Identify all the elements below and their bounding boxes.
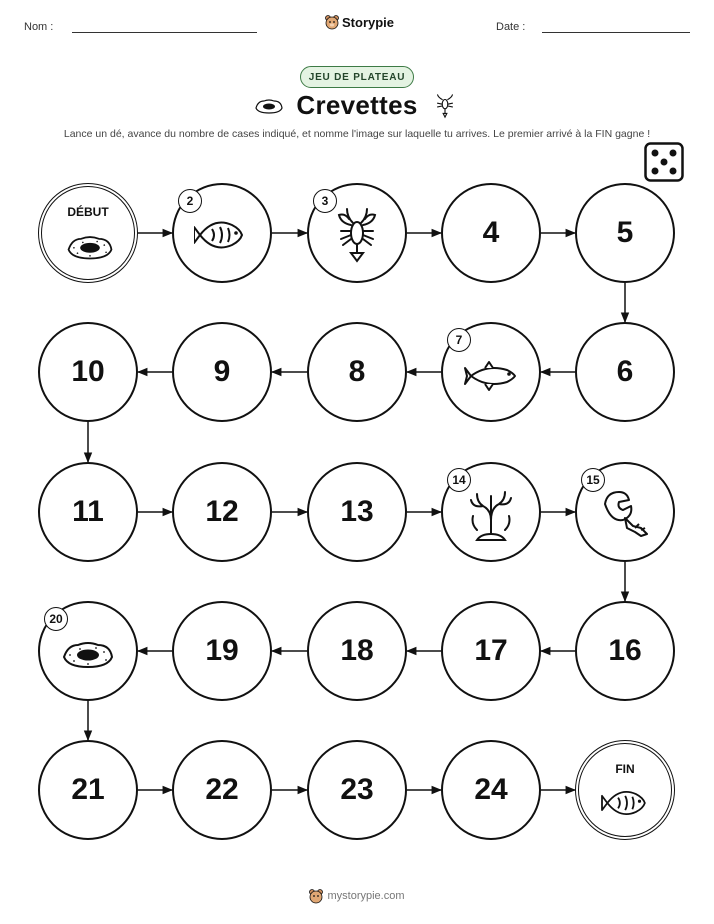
page-title: Crevettes (296, 90, 418, 120)
board-cell (307, 740, 407, 840)
board-cell (307, 322, 407, 422)
cell-number: 4 (482, 216, 500, 249)
board-cell (38, 462, 138, 562)
board-cell (307, 601, 407, 701)
cell-number-tag: 15 (581, 468, 605, 492)
cell-number: 19 (205, 634, 239, 667)
footer (0, 888, 714, 904)
cell-number: 6 (616, 355, 634, 388)
board-cell (172, 322, 272, 422)
board-cell (441, 322, 541, 422)
coral-icon (463, 486, 519, 542)
board-cell (307, 183, 407, 283)
bear-icon (309, 888, 323, 904)
cell-number-tag: 3 (313, 189, 337, 213)
brand-name: Storypie (342, 14, 395, 30)
start-cell (38, 183, 138, 283)
board-cell (441, 601, 541, 701)
board-cell (307, 462, 407, 562)
cell-number: 17 (474, 634, 508, 667)
name-label: Nom : (24, 21, 54, 33)
cell-number: 12 (205, 495, 239, 528)
board-cell (38, 740, 138, 840)
cell-caption: FIN (615, 762, 635, 776)
board-cell (575, 601, 675, 701)
board-cell (575, 183, 675, 283)
cell-number: 23 (340, 773, 374, 806)
cell-number: 10 (71, 355, 105, 388)
nest-icon (60, 221, 120, 271)
board-cell (38, 322, 138, 422)
finish-cell (575, 740, 675, 840)
cell-number: 8 (348, 355, 366, 388)
cell-caption: DÉBUT (67, 205, 109, 219)
board-cell (575, 322, 675, 422)
board-cell (38, 601, 138, 701)
board-cell (172, 462, 272, 562)
fish-icon (194, 207, 250, 263)
board-cell (172, 601, 272, 701)
cell-number-tag: 20 (44, 607, 68, 631)
cell-number: 18 (340, 634, 374, 667)
board-cell (441, 462, 541, 562)
shrimp-icon (329, 207, 385, 263)
fish-icon (597, 778, 657, 828)
cell-number: 24 (474, 773, 508, 806)
board-cell (172, 183, 272, 283)
claw-icon (597, 486, 653, 542)
board-cell (441, 183, 541, 283)
cell-number: 21 (71, 773, 105, 806)
date-label: Date : (496, 21, 526, 33)
cell-number-tag: 7 (447, 328, 471, 352)
cell-number: 16 (608, 634, 642, 667)
board-cell (172, 740, 272, 840)
footer-url: mystorypie.com (327, 890, 405, 902)
instructions-text: Lance un dé, avance du nombre de cases indiqué, et nomme l'image sur laquelle tu arrives. Le premier arrivé à la FIN gagne ! (63, 128, 651, 140)
game-type-badge: JEU DE PLATEAU (300, 66, 414, 88)
nest-icon (60, 625, 116, 681)
tuna-icon (463, 346, 519, 402)
cell-number: 5 (616, 216, 634, 249)
board-cell (575, 462, 675, 562)
cell-number: 22 (205, 773, 239, 806)
cell-number: 9 (213, 355, 231, 388)
cell-number-tag: 14 (447, 468, 471, 492)
cell-number-tag: 2 (178, 189, 202, 213)
cell-number: 13 (340, 495, 374, 528)
board-cell (441, 740, 541, 840)
cell-number: 11 (72, 495, 104, 528)
